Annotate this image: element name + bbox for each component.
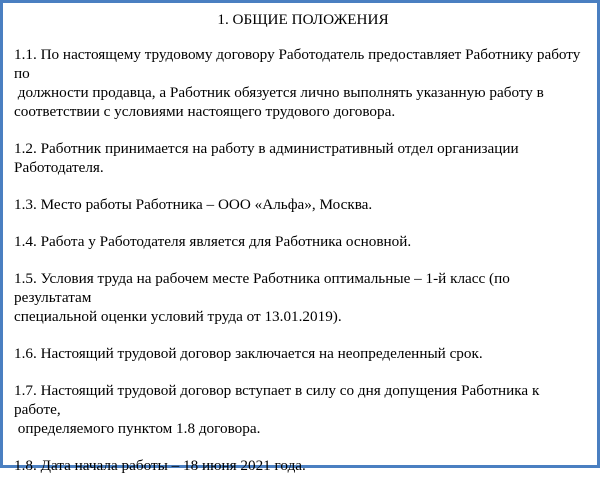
clause-line: 1.1. По настоящему трудовому договору Работодатель предоставляет Работнику работу (14, 46, 581, 63)
clause-1-3 (14, 195, 592, 214)
clause-line: определяемого пунктом 1.8 договора. (14, 420, 261, 437)
clause-line: соответствии с условиями настоящего трудового договора. (14, 103, 396, 120)
clause-line: 1.7. Настоящий трудовой договор вступает в силу со дня допущения Работника к (14, 382, 540, 399)
clause-1-6 (14, 344, 592, 363)
clause-line: по (14, 65, 30, 82)
clause-line: работе, (14, 401, 61, 418)
clause-1-4 (14, 232, 592, 251)
clause-line: 1.8. Дата начала работы – 18 июня 2021 года. (14, 457, 306, 474)
clause-line: результатам (14, 289, 92, 306)
clause-line: Работодателя. (14, 159, 104, 176)
clause-line: 1.2. Работник принимается на работу в административный отдел организации (14, 140, 519, 157)
clause-line: 1.6. Настоящий трудовой договор заключается на неопределенный срок. (14, 345, 483, 362)
clause-1-7 (14, 381, 592, 438)
clause-1-2 (14, 139, 592, 177)
clause-1-8 (14, 456, 592, 475)
document-content (14, 10, 592, 493)
clause-1-5 (14, 269, 592, 326)
section-heading: 1. ОБЩИЕ ПОЛОЖЕНИЯ (217, 11, 389, 28)
clause-line: должности продавца, а Работник обязуется лично выполнять указанную работу в (14, 84, 544, 101)
clause-line: 1.4. Работа у Работодателя является для Работника основной. (14, 233, 412, 250)
clause-1-1 (14, 45, 592, 121)
clause-line: специальной оценки условий труда от 13.01.2019). (14, 308, 342, 325)
clause-line: 1.3. Место работы Работника – ООО «Альфа», Москва. (14, 196, 373, 213)
clause-line: 1.5. Условия труда на рабочем месте Работника оптимальные – 1-й класс (по (14, 270, 510, 287)
